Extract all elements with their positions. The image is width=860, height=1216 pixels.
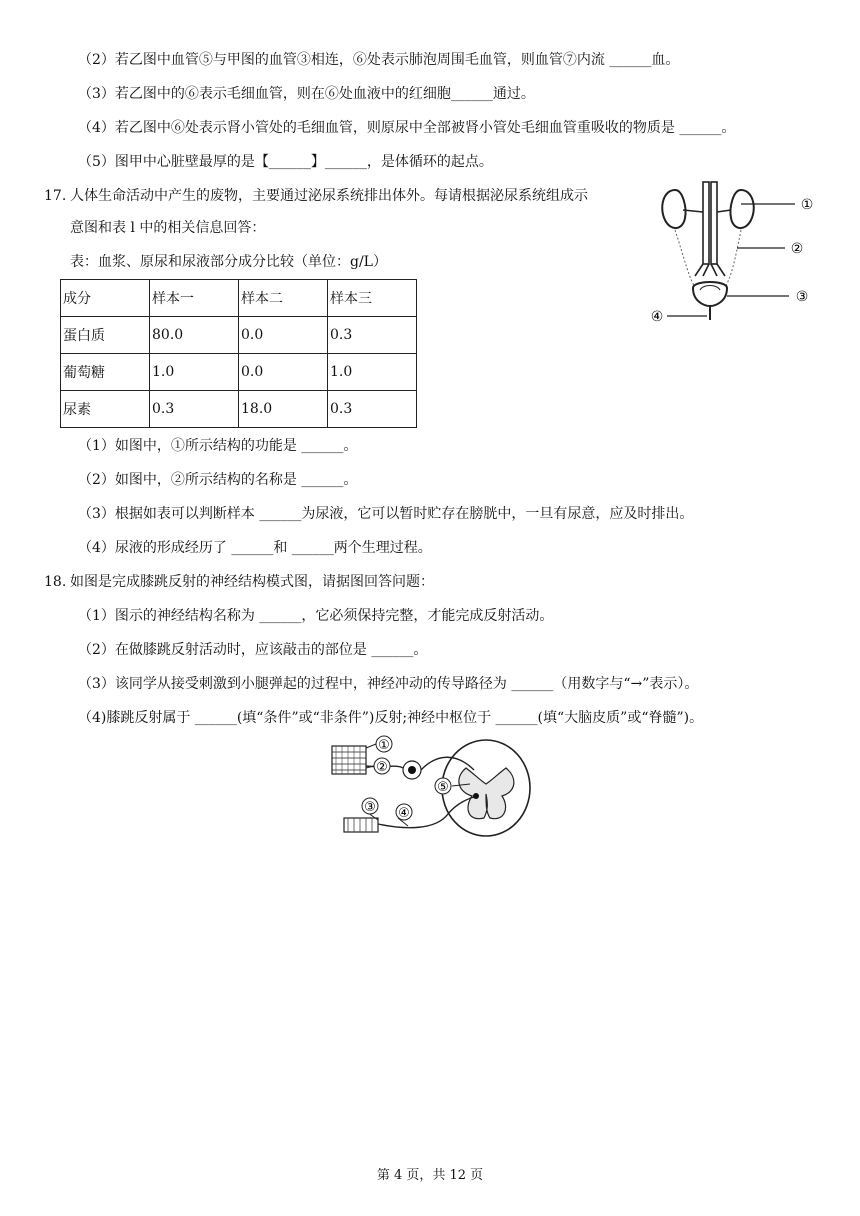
q18-number: 18. <box>44 574 67 590</box>
left-ureter-shape <box>675 230 697 290</box>
reflex-label-2: ② <box>376 760 388 775</box>
urinary-system-figure <box>645 180 825 328</box>
urinary-label-1: ① <box>800 197 814 213</box>
table-cell: 1.0 <box>150 354 239 391</box>
vena-cava-shape <box>711 182 717 264</box>
effector-muscle-shape <box>344 818 378 832</box>
table-cell: 80.0 <box>150 317 239 354</box>
table-cell: 0.3 <box>328 317 417 354</box>
q18-sub3: （3）该同学从接受刺激到小腿弹起的过程中，神经冲动的传导路径为 ______（用数字与“→”表示）。 <box>78 676 699 692</box>
q16-sub2: （2）若乙图中血管⑤与甲图的血管③相连，⑥处表示肺泡周围毛血管，则血管⑦内流 ______血。 <box>78 52 680 68</box>
urinary-label-3: ③ <box>795 289 809 305</box>
q17-stem-line1: 人体生命活动中产生的废物，主要通过泌尿系统排出体外。每请根据泌尿系统组成示 <box>70 188 588 204</box>
q16-sub4: （4）若乙图中⑥处表示肾小管处的毛细血管，则原尿中全部被肾小管处毛细血管重吸收的物质是 ______。 <box>78 120 736 136</box>
table-cell: 1.0 <box>328 354 417 391</box>
table-cell: 尿素 <box>61 391 150 428</box>
right-kidney-shape <box>730 190 753 228</box>
q17-number: 17. <box>44 188 67 204</box>
q17-data-table <box>60 279 417 428</box>
table-row <box>61 354 417 391</box>
table-row <box>61 317 417 354</box>
q16-sub3: （3）若乙图中的⑥表示毛细血管，则在⑥处血液中的红细胞______通过。 <box>78 86 535 102</box>
q17-sub4: （4）尿液的形成经历了 ______和 ______两个生理过程。 <box>78 540 432 556</box>
left-kidney-shape <box>662 190 685 228</box>
table-cell: 0.0 <box>239 354 328 391</box>
table-cell: 0.3 <box>150 391 239 428</box>
q17-stem-line2: 意图和表 l 中的相关信息回答： <box>70 220 266 236</box>
table-cell: 蛋白质 <box>61 317 150 354</box>
q17-stem <box>44 186 588 206</box>
urinary-label-4: ④ <box>650 309 664 325</box>
q17-sub2: （2）如图中，②所示结构的名称是 ______。 <box>78 472 358 488</box>
q17-sub3: （3）根据如表可以判断样本 ______为尿液，它可以暂时贮存在膀胱中，一旦有尿意，应及时排出。 <box>78 506 694 522</box>
q18-stem-text: 如图是完成膝跳反射的神经结构模式图，请据图回答问题： <box>70 574 434 590</box>
aorta-shape <box>703 182 709 264</box>
table-header-row <box>61 280 417 317</box>
q18-sub2: （2）在做膝跳反射活动时，应该敲击的部位是 ______。 <box>78 642 428 658</box>
q18-sub4: （4)膝跳反射属于 ______(填“条件”或“非条件”)反射;神经中枢位于 ______(填“大脑皮质”或“脊髓”)。 <box>78 710 704 726</box>
q18-sub1: （1）图示的神经结构名称为 ______，它必须保持完整，才能完成反射活动。 <box>78 608 554 624</box>
table-cell: 0.3 <box>328 391 417 428</box>
reflex-label-1: ① <box>378 738 390 753</box>
table-header-cell: 样本二 <box>239 280 328 317</box>
table-header-cell: 样本一 <box>150 280 239 317</box>
iliac-vessels-shape <box>695 264 725 276</box>
q17-sub1: （1）如图中，①所示结构的功能是 ______。 <box>78 438 358 454</box>
table-row <box>61 391 417 428</box>
reflex-label-3: ③ <box>364 800 376 815</box>
table-cell: 0.0 <box>239 317 328 354</box>
reflex-label-5: ⑤ <box>437 780 449 795</box>
table-cell: 葡萄糖 <box>61 354 150 391</box>
q16-sub5: （5）图甲中心脏壁最厚的是【______】______，是体循环的起点。 <box>78 154 493 170</box>
reflex-label-4: ④ <box>398 806 410 821</box>
q18-stem <box>44 572 434 592</box>
reflex-arc-figure <box>326 734 536 840</box>
right-ureter-shape <box>723 230 741 290</box>
table-cell: 18.0 <box>239 391 328 428</box>
q17-table-caption: 表：血浆、原尿和尿液部分成分比较（单位：g/L） <box>70 254 387 270</box>
table-header-cell: 成分 <box>61 280 150 317</box>
table-header-cell: 样本三 <box>328 280 417 317</box>
urinary-label-2: ② <box>790 241 804 257</box>
page-footer: 第 4 页，共 12 页 <box>376 1168 484 1183</box>
